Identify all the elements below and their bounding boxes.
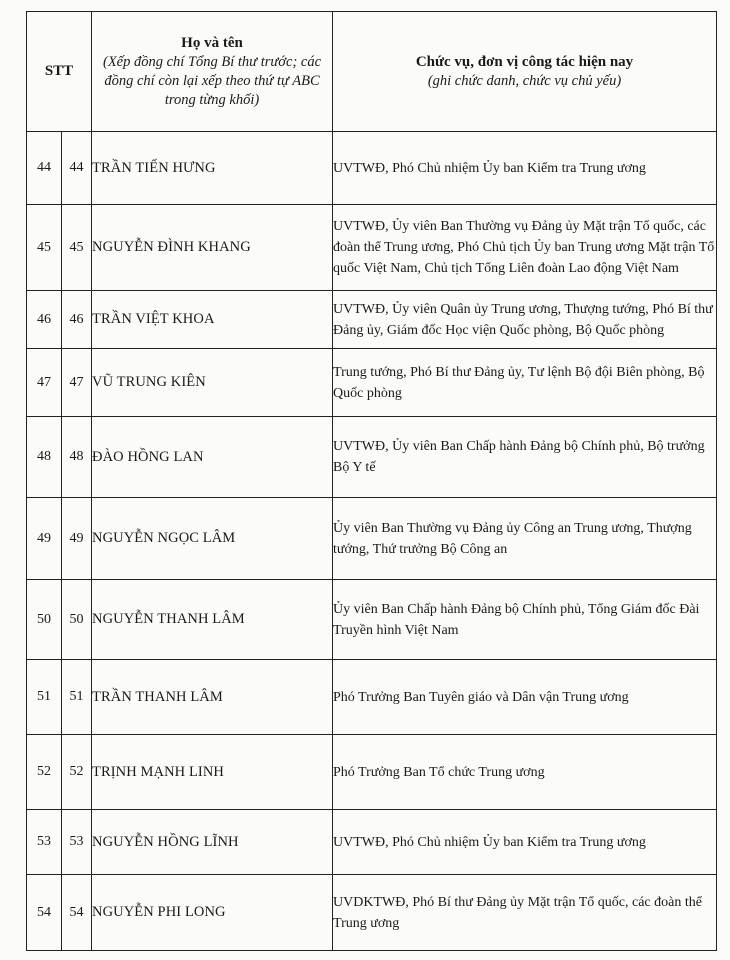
row-stt-group: 54 <box>62 875 92 951</box>
row-stt-group: 51 <box>62 660 92 735</box>
table-row <box>27 735 717 810</box>
row-stt-group: 50 <box>62 580 92 660</box>
table-row <box>27 810 717 875</box>
row-position: Trung tướng, Phó Bí thư Đảng ủy, Tư lệnh Bộ đội Biên phòng, Bộ Quốc phòng <box>333 349 717 417</box>
row-stt-overall: 52 <box>27 735 62 810</box>
row-stt-overall: 53 <box>27 810 62 875</box>
table-row <box>27 660 717 735</box>
row-position: Ủy viên Ban Chấp hành Đảng bộ Chính phủ, Tổng Giám đốc Đài Truyền hình Việt Nam <box>333 580 717 660</box>
table-header-row <box>27 12 717 132</box>
row-stt-overall: 47 <box>27 349 62 417</box>
row-position: UVTWĐ, Phó Chủ nhiệm Ủy ban Kiểm tra Trung ương <box>333 810 717 875</box>
table-row <box>27 580 717 660</box>
row-position: UVTWĐ, Ủy viên Quân ủy Trung ương, Thượng tướng, Phó Bí thư Đảng ủy, Giám đốc Học viện Quốc phòng, Bộ Quốc phòng <box>333 291 717 349</box>
name-header <box>92 12 333 132</box>
row-stt-group: 52 <box>62 735 92 810</box>
row-stt-overall: 44 <box>27 132 62 205</box>
row-stt-group: 48 <box>62 417 92 498</box>
row-name: TRẦN THANH LÂM <box>92 660 333 735</box>
name-header-title: Họ và tên <box>181 34 243 51</box>
row-name: TRẦN VIỆT KHOA <box>92 291 333 349</box>
row-stt-overall: 51 <box>27 660 62 735</box>
table-row <box>27 498 717 580</box>
row-name: TRỊNH MẠNH LINH <box>92 735 333 810</box>
row-stt-overall: 45 <box>27 205 62 291</box>
table-row <box>27 417 717 498</box>
stt-header: STT <box>27 12 92 132</box>
row-position: UVTWĐ, Phó Chủ nhiệm Ủy ban Kiểm tra Trung ương <box>333 132 717 205</box>
row-position: UVDKTWĐ, Phó Bí thư Đảng ủy Mặt trận Tổ quốc, các đoàn thể Trung ương <box>333 875 717 951</box>
row-stt-overall: 50 <box>27 580 62 660</box>
row-stt-group: 49 <box>62 498 92 580</box>
row-stt-group: 47 <box>62 349 92 417</box>
row-stt-group: 44 <box>62 132 92 205</box>
row-name: NGUYỄN ĐÌNH KHANG <box>92 205 333 291</box>
row-stt-overall: 49 <box>27 498 62 580</box>
row-stt-overall: 48 <box>27 417 62 498</box>
row-stt-group: 53 <box>62 810 92 875</box>
personnel-table <box>26 11 717 951</box>
row-position: UVTWĐ, Ủy viên Ban Chấp hành Đảng bộ Chính phủ, Bộ trưởng Bộ Y tế <box>333 417 717 498</box>
table-row <box>27 349 717 417</box>
row-name: NGUYỄN HỒNG LĨNH <box>92 810 333 875</box>
position-header-title: Chức vụ, đơn vị công tác hiện nay <box>415 53 634 70</box>
row-position: Ủy viên Ban Thường vụ Đảng ủy Công an Trung ương, Thượng tướng, Thứ trưởng Bộ Công an <box>333 498 717 580</box>
table-row <box>27 291 717 349</box>
row-name: TRẦN TIẾN HƯNG <box>92 132 333 205</box>
row-position: Phó Trưởng Ban Tuyên giáo và Dân vận Trung ương <box>333 660 717 735</box>
table-row <box>27 132 717 205</box>
row-position: UVTWĐ, Ủy viên Ban Thường vụ Đảng ủy Mặt trận Tổ quốc, các đoàn thể Trung ương, Phó Chủ tịch Ủy ban Trung ương Mặt trận Tổ quốc Việt Nam, Chủ tịch Tổng Liên đoàn Lao động Việt Nam <box>333 205 717 291</box>
name-header-note: (Xếp đồng chí Tổng Bí thư trước; các đồng chí còn lại xếp theo thứ tự ABC trong từng khối) <box>102 53 322 108</box>
row-stt-group: 45 <box>62 205 92 291</box>
row-name: NGUYỄN PHI LONG <box>92 875 333 951</box>
row-stt-overall: 54 <box>27 875 62 951</box>
position-header-note: (ghi chức danh, chức vụ chủ yếu) <box>427 72 622 89</box>
row-name: ĐÀO HỒNG LAN <box>92 417 333 498</box>
row-stt-group: 46 <box>62 291 92 349</box>
row-name: NGUYỄN NGỌC LÂM <box>92 498 333 580</box>
row-name: VŨ TRUNG KIÊN <box>92 349 333 417</box>
table-row <box>27 205 717 291</box>
table-row <box>27 875 717 951</box>
row-position: Phó Trưởng Ban Tổ chức Trung ương <box>333 735 717 810</box>
row-stt-overall: 46 <box>27 291 62 349</box>
position-header <box>333 12 717 132</box>
row-name: NGUYỄN THANH LÂM <box>92 580 333 660</box>
